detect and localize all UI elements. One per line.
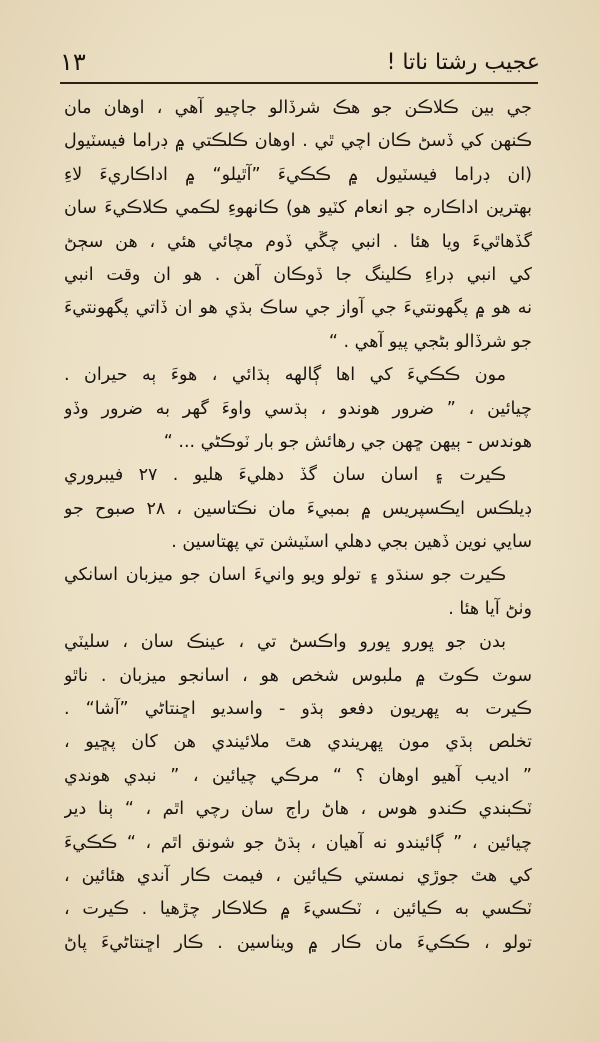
page-body xyxy=(64,92,532,1002)
text-line: نه هو ۾ پگهونتيءَ جي آواز جي ساڪ بڌي هو ان ڏاتي پگهونتيءَ xyxy=(64,298,532,319)
paragraph xyxy=(64,92,532,359)
text-line: سايي نوين ڏهين بجي دهلي اسٽيشن تي پهتاسين . xyxy=(171,532,532,553)
text-line: چيائين ، ” ضرور هوندو ، ٻڌسي واوءَ گهر به ضرور وڏو xyxy=(64,398,532,419)
text-line: جي بين ڪلاڪن جو هڪ شرڏالو جاچيو آهي ، اوهان مان xyxy=(64,98,532,118)
text-line: ڪيرت ۽ اسان سان گڏ دهليءَ هليو . ٢٧ فيبروري xyxy=(64,465,506,486)
text-line: تولو ، ڪڪيءَ مان ڪار ۾ ويناسين . ڪار اڇنتاڻيءَ پاڻ xyxy=(64,932,532,953)
paragraph xyxy=(64,459,532,559)
paragraph xyxy=(64,626,532,960)
text-line: ڊيلڪس ايڪسپريس ۾ بمبيءَ مان نڪتاسين ، ٢٨ صبوح جو xyxy=(64,498,532,519)
paragraph xyxy=(64,559,532,626)
text-line: هوندس - ٻيهن ڇهن جي رهائش جو بار ٽوڪڻي ... “ xyxy=(163,431,532,452)
header-rule xyxy=(60,82,538,84)
text-line: ڪنهن کي ڏسڻ ڪان اچي ٿي . اوهان ڪلڪتي ۾ ڊراما فيسٽيول xyxy=(64,131,532,152)
text-line: گڏهاٿيءَ ويا هئا . انبي چڱي ڏوم مچائي هئي ، هن سڄڻ xyxy=(64,231,532,252)
text-line: ڪيرت به ڀهريون دفعو ٻڌو - واسديو اڇنتاڻي ”آشا“ . xyxy=(64,699,532,720)
text-line: کي هٿ جوڙي نمستي ڪيائين ، فيمت ڪار آندي هئائين ، xyxy=(64,865,532,886)
text-line: ” اديب آهيو اوهان ؟ “ مرڪي چيائين ، ” نبدي هوندي xyxy=(64,765,532,786)
text-line: کي انبي ڊراءِ ڪلينگ جا ڏوڪان آهن . هو ان وقت انبي xyxy=(64,264,532,285)
text-line: چيائين ، ” ڳائيندو نه آهيان ، ٻڌڻ جو شونق اٿم ، “ ڪڪيءَ xyxy=(64,832,532,853)
running-title: عجيب رشتا ناتا ! xyxy=(386,49,540,75)
text-line: ڪيرت جو سنڌو ۽ تولو ويو وانيءَ اسان جو ميزبان اسانکي xyxy=(64,565,506,586)
text-line: ٽڪسي به ڪيائين ، ٽڪسيءَ ۾ ڪلاڪار چڙهيا . ڪيرت ، xyxy=(64,899,532,920)
paragraph xyxy=(64,359,532,459)
text-line: تخلص ٻڌي مون ڀهريندي هٿ ملائيندي هن کان پڇيو ، xyxy=(64,732,532,753)
text-line: وٺڻ آيا هئا . xyxy=(448,598,532,619)
text-line: بدن جو ڀورو ڀورو واڪسڻ تي ، عينڪ سان ، سليٽي xyxy=(64,632,506,653)
text-line: جو شرڏالو بڻجي پيو آهي . “ xyxy=(328,331,532,352)
page-header xyxy=(60,40,540,84)
text-line: مون ڪڪيءَ کي اها ڳالهه ٻڌائي ، هوءَ ٻه حيران . xyxy=(64,365,506,386)
page-number: ١٣ xyxy=(60,48,86,76)
text-line: سوٽ ڪوٽ ۾ ملبوس شخص هو ، اسانجو ميزبان . ناٿو xyxy=(64,665,532,686)
text-line: (ان ڊراما فيسٽيول ۾ ڪڪيءَ ”آٿيلو“ ۾ اداڪاريءَ لاءِ xyxy=(64,164,532,185)
text-line: ٽڪبندي ڪندو هوس ، هاڻ راڄ سان رچي اٿم ، “ ٻنا دير xyxy=(64,799,532,820)
text-line: بهترين اداڪاره جو انعام کٽيو هو) ڪانهوءِ لڪمي ڪلاڪيءَ سان xyxy=(64,198,532,219)
